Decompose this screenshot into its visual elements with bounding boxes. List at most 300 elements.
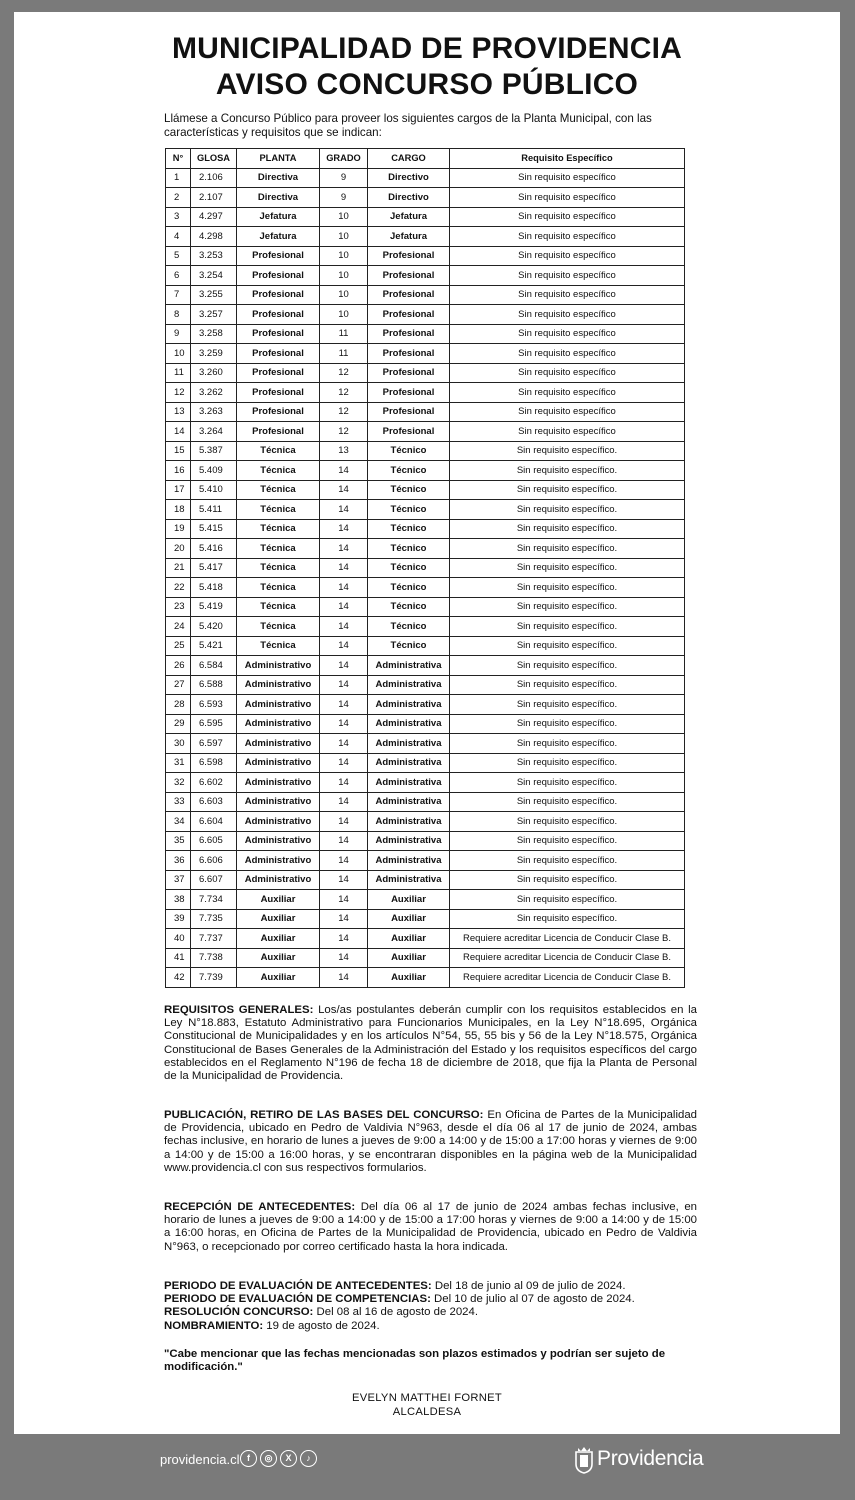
row-grado: 14	[320, 851, 368, 871]
periodo-antecedentes	[164, 1280, 697, 1293]
row-requisito: Sin requisito específico.	[450, 558, 685, 578]
table-row	[166, 909, 685, 929]
table-row	[166, 285, 685, 305]
table-row	[166, 500, 685, 520]
table-row	[166, 851, 685, 871]
requisitos-paragraph	[164, 1004, 697, 1083]
row-cargo: Profesional	[368, 285, 450, 305]
table-row	[166, 734, 685, 754]
row-cargo: Auxiliar	[368, 968, 450, 988]
periodo-ant-text: Del 18 de junio al 09 de julio de 2024.	[431, 1280, 626, 1292]
row-cargo: Profesional	[368, 324, 450, 344]
row-cargo: Técnico	[368, 500, 450, 520]
row-planta: Técnica	[237, 617, 320, 637]
row-glosa: 2.107	[191, 188, 237, 208]
periodo-comp-text: Del 10 de julio al 07 de agosto de 2024.	[430, 1293, 635, 1306]
table-row	[166, 480, 685, 500]
col-header-cargo: CARGO	[368, 149, 450, 169]
row-glosa: 5.415	[191, 519, 237, 539]
row-grado: 14	[320, 968, 368, 988]
row-grado: 14	[320, 695, 368, 715]
table-row	[166, 695, 685, 715]
row-planta: Directiva	[237, 188, 320, 208]
row-requisito: Sin requisito específico.	[450, 539, 685, 559]
requisitos-text: Los/as postulantes deberán cumplir con los requisitos establecidos en la Ley N°18.883, Estatuto Administrativo para Funcionarios Municipales, en la Ley N°18.695, Orgánica Constitucional de Municipalidades y en los artículos N°54, 55, 55 bis y 56 de la Ley N°18.575, Orgánica Constitucional de Bases Generales de la Administración del Estado y los requisitos específicos del cargo establecidos en el Reglamento N°196 de fecha 18 de diciembre de 2018, que fija la Planta de Personal de la Municipalidad de Providencia.	[164, 1004, 698, 1083]
row-number: 21	[166, 558, 191, 578]
table-row	[166, 578, 685, 598]
row-grado: 10	[320, 305, 368, 325]
row-planta: Profesional	[237, 324, 320, 344]
table-row	[166, 968, 685, 988]
resolucion-text: Del 08 al 16 de agosto de 2024.	[313, 1306, 479, 1319]
row-planta: Auxiliar	[237, 968, 320, 988]
row-grado: 9	[320, 188, 368, 208]
table-row	[166, 363, 685, 383]
row-number: 32	[166, 773, 191, 793]
row-grado: 14	[320, 929, 368, 949]
row-cargo: Profesional	[368, 344, 450, 364]
disclaimer-note: "Cabe mencionar que las fechas mencionadas son plazos estimados y podrían ser sujeto de modificación."	[164, 1348, 666, 1374]
row-requisito: Sin requisito específico	[450, 344, 685, 364]
row-requisito: Sin requisito específico	[450, 168, 685, 188]
row-glosa: 5.418	[191, 578, 237, 598]
table-header-row	[166, 149, 685, 169]
table-row	[166, 870, 685, 890]
resolucion-concurso	[164, 1306, 697, 1319]
row-planta: Profesional	[237, 363, 320, 383]
col-header-requisito: Requisito Específico	[450, 149, 685, 169]
row-grado: 14	[320, 831, 368, 851]
table-row	[166, 519, 685, 539]
row-number: 36	[166, 851, 191, 871]
signature-name: EVELYN MATTHEI FORNET	[351, 1392, 503, 1404]
row-number: 2	[166, 188, 191, 208]
row-glosa: 7.735	[191, 909, 237, 929]
row-grado: 14	[320, 714, 368, 734]
row-planta: Administrativo	[237, 773, 320, 793]
row-glosa: 2.106	[191, 168, 237, 188]
x-twitter-icon[interactable]: X	[280, 1450, 297, 1467]
resolucion-label: RESOLUCIÓN CONCURSO:	[164, 1306, 314, 1319]
row-grado: 14	[320, 519, 368, 539]
row-glosa: 7.734	[191, 890, 237, 910]
table-row	[166, 831, 685, 851]
row-requisito: Sin requisito específico.	[450, 890, 685, 910]
row-number: 31	[166, 753, 191, 773]
row-planta: Administrativo	[237, 695, 320, 715]
row-requisito: Sin requisito específico.	[450, 461, 685, 481]
row-glosa: 6.602	[191, 773, 237, 793]
table-row	[166, 597, 685, 617]
row-planta: Profesional	[237, 402, 320, 422]
row-planta: Técnica	[237, 480, 320, 500]
nombramiento-label: NOMBRAMIENTO:	[164, 1319, 264, 1332]
recepcion-paragraph	[164, 1201, 697, 1254]
row-number: 27	[166, 675, 191, 695]
row-planta: Técnica	[237, 461, 320, 481]
row-grado: 14	[320, 909, 368, 929]
row-requisito: Sin requisito específico	[450, 402, 685, 422]
row-requisito: Sin requisito específico.	[450, 480, 685, 500]
row-cargo: Jefatura	[368, 207, 450, 227]
row-grado: 14	[320, 948, 368, 968]
page-subtitle: AVISO CONCURSO PÚBLICO	[215, 68, 639, 101]
row-glosa: 5.420	[191, 617, 237, 637]
table-row	[166, 168, 685, 188]
table-row	[166, 948, 685, 968]
row-glosa: 6.598	[191, 753, 237, 773]
row-grado: 10	[320, 227, 368, 247]
row-requisito: Sin requisito específico.	[450, 617, 685, 637]
row-glosa: 5.409	[191, 461, 237, 481]
row-planta: Administrativo	[237, 656, 320, 676]
table-row	[166, 558, 685, 578]
row-cargo: Técnico	[368, 441, 450, 461]
row-planta: Administrativo	[237, 851, 320, 871]
row-grado: 14	[320, 675, 368, 695]
row-cargo: Administrativa	[368, 870, 450, 890]
tiktok-icon[interactable]: ♪	[300, 1450, 317, 1467]
row-glosa: 5.411	[191, 500, 237, 520]
row-glosa: 5.421	[191, 636, 237, 656]
row-number: 41	[166, 948, 191, 968]
row-planta: Técnica	[237, 578, 320, 598]
table-row	[166, 305, 685, 325]
row-glosa: 6.607	[191, 870, 237, 890]
row-number: 28	[166, 695, 191, 715]
row-number: 22	[166, 578, 191, 598]
facebook-icon[interactable]: f	[240, 1450, 257, 1467]
row-grado: 14	[320, 890, 368, 910]
row-glosa: 6.593	[191, 695, 237, 715]
row-number: 30	[166, 734, 191, 754]
periodo-ant-label: PERIODO DE EVALUACIÓN DE ANTECEDENTES:	[164, 1280, 432, 1292]
row-requisito: Sin requisito específico.	[450, 714, 685, 734]
table-row	[166, 929, 685, 949]
row-grado: 14	[320, 656, 368, 676]
publicacion-paragraph	[164, 1109, 697, 1175]
row-number: 35	[166, 831, 191, 851]
row-cargo: Profesional	[368, 363, 450, 383]
col-header-planta: PLANTA	[237, 149, 320, 169]
col-header-n: N°	[166, 149, 191, 169]
instagram-icon[interactable]: ◎	[260, 1450, 277, 1467]
table-row	[166, 890, 685, 910]
row-cargo: Auxiliar	[368, 929, 450, 949]
row-grado: 12	[320, 363, 368, 383]
row-cargo: Profesional	[368, 246, 450, 266]
row-cargo: Técnico	[368, 636, 450, 656]
website-link[interactable]: providencia.cl	[160, 1452, 240, 1467]
row-grado: 14	[320, 480, 368, 500]
row-grado: 14	[320, 578, 368, 598]
table-row	[166, 539, 685, 559]
row-cargo: Profesional	[368, 305, 450, 325]
row-planta: Profesional	[237, 422, 320, 442]
row-planta: Administrativo	[237, 792, 320, 812]
intro-text: Llámese a Concurso Público para proveer los siguientes cargos de la Planta Municipal, con las características y requisitos que se indican:	[164, 112, 652, 139]
col-header-grado: GRADO	[320, 149, 368, 169]
row-grado: 11	[320, 324, 368, 344]
table-row	[166, 773, 685, 793]
row-cargo: Técnico	[368, 539, 450, 559]
row-glosa: 5.419	[191, 597, 237, 617]
row-cargo: Técnico	[368, 578, 450, 598]
row-grado: 12	[320, 402, 368, 422]
row-grado: 13	[320, 441, 368, 461]
row-requisito: Sin requisito específico.	[450, 909, 685, 929]
row-glosa: 3.262	[191, 383, 237, 403]
row-grado: 14	[320, 792, 368, 812]
row-planta: Técnica	[237, 539, 320, 559]
row-requisito: Sin requisito específico.	[450, 870, 685, 890]
table-row	[166, 441, 685, 461]
col-header-glosa: GLOSA	[191, 149, 237, 169]
row-planta: Técnica	[237, 441, 320, 461]
row-number: 16	[166, 461, 191, 481]
row-number: 38	[166, 890, 191, 910]
row-glosa: 6.605	[191, 831, 237, 851]
publicacion-label: PUBLICACIÓN, RETIRO DE LAS BASES DEL CONCURSO:	[164, 1109, 484, 1121]
row-requisito: Sin requisito específico.	[450, 851, 685, 871]
row-cargo: Auxiliar	[368, 909, 450, 929]
row-planta: Directiva	[237, 168, 320, 188]
row-cargo: Administrativa	[368, 812, 450, 832]
row-number: 19	[166, 519, 191, 539]
row-number: 39	[166, 909, 191, 929]
periodo-comp-label: PERIODO DE EVALUACIÓN DE COMPETENCIAS:	[164, 1293, 431, 1306]
table-row	[166, 188, 685, 208]
table-row	[166, 422, 685, 442]
table-row	[166, 207, 685, 227]
brand-name: Providencia	[597, 1447, 704, 1470]
page-title: MUNICIPALIDAD DE PROVIDENCIA	[171, 32, 683, 65]
row-planta: Profesional	[237, 305, 320, 325]
row-requisito: Sin requisito específico.	[450, 675, 685, 695]
row-requisito: Requiere acreditar Licencia de Conducir Clase B.	[450, 948, 685, 968]
row-number: 40	[166, 929, 191, 949]
row-requisito: Sin requisito específico	[450, 383, 685, 403]
row-number: 3	[166, 207, 191, 227]
row-cargo: Directivo	[368, 188, 450, 208]
row-requisito: Sin requisito específico	[450, 305, 685, 325]
row-cargo: Administrativa	[368, 851, 450, 871]
row-grado: 10	[320, 207, 368, 227]
row-planta: Administrativo	[237, 812, 320, 832]
row-glosa: 3.260	[191, 363, 237, 383]
row-cargo: Profesional	[368, 402, 450, 422]
row-cargo: Administrativa	[368, 734, 450, 754]
row-grado: 14	[320, 539, 368, 559]
row-number: 4	[166, 227, 191, 247]
row-grado: 14	[320, 617, 368, 637]
row-glosa: 3.257	[191, 305, 237, 325]
table-row	[166, 792, 685, 812]
row-requisito: Sin requisito específico	[450, 324, 685, 344]
row-grado: 11	[320, 344, 368, 364]
row-number: 14	[166, 422, 191, 442]
row-requisito: Sin requisito específico.	[450, 792, 685, 812]
row-grado: 14	[320, 753, 368, 773]
row-number: 25	[166, 636, 191, 656]
crest-icon	[574, 1444, 594, 1474]
row-glosa: 5.417	[191, 558, 237, 578]
row-glosa: 3.258	[191, 324, 237, 344]
dates-block	[164, 1280, 697, 1333]
row-glosa: 4.298	[191, 227, 237, 247]
row-requisito: Sin requisito específico.	[450, 597, 685, 617]
row-glosa: 7.737	[191, 929, 237, 949]
row-cargo: Técnico	[368, 461, 450, 481]
row-glosa: 6.597	[191, 734, 237, 754]
row-number: 11	[166, 363, 191, 383]
row-cargo: Auxiliar	[368, 948, 450, 968]
row-glosa: 5.416	[191, 539, 237, 559]
row-number: 17	[166, 480, 191, 500]
row-number: 12	[166, 383, 191, 403]
row-number: 42	[166, 968, 191, 988]
row-glosa: 6.595	[191, 714, 237, 734]
requisitos-label: REQUISITOS GENERALES:	[164, 1004, 314, 1016]
recepcion-label: RECEPCIÓN DE ANTECEDENTES:	[164, 1201, 356, 1213]
row-planta: Auxiliar	[237, 909, 320, 929]
row-planta: Profesional	[237, 383, 320, 403]
periodo-competencias	[164, 1293, 697, 1306]
row-cargo: Administrativa	[368, 753, 450, 773]
row-cargo: Administrativa	[368, 792, 450, 812]
social-icons	[240, 1450, 317, 1467]
row-requisito: Requiere acreditar Licencia de Conducir Clase B.	[450, 929, 685, 949]
row-requisito: Sin requisito específico.	[450, 773, 685, 793]
row-glosa: 3.255	[191, 285, 237, 305]
row-glosa: 5.387	[191, 441, 237, 461]
row-requisito: Sin requisito específico.	[450, 636, 685, 656]
row-planta: Administrativo	[237, 831, 320, 851]
row-requisito: Sin requisito específico	[450, 188, 685, 208]
row-glosa: 6.604	[191, 812, 237, 832]
row-number: 8	[166, 305, 191, 325]
row-number: 5	[166, 246, 191, 266]
row-requisito: Sin requisito específico.	[450, 734, 685, 754]
row-planta: Técnica	[237, 500, 320, 520]
row-grado: 12	[320, 383, 368, 403]
row-number: 15	[166, 441, 191, 461]
row-number: 7	[166, 285, 191, 305]
row-requisito: Sin requisito específico	[450, 227, 685, 247]
row-cargo: Jefatura	[368, 227, 450, 247]
table-row	[166, 324, 685, 344]
row-cargo: Profesional	[368, 266, 450, 286]
row-requisito: Sin requisito específico.	[450, 831, 685, 851]
signature-role: ALCALDESA	[392, 1406, 462, 1418]
row-planta: Administrativo	[237, 870, 320, 890]
table-row	[166, 383, 685, 403]
row-requisito: Sin requisito específico.	[450, 656, 685, 676]
row-cargo: Administrativa	[368, 831, 450, 851]
row-planta: Jefatura	[237, 207, 320, 227]
table-row	[166, 246, 685, 266]
row-grado: 14	[320, 636, 368, 656]
row-number: 26	[166, 656, 191, 676]
row-planta: Profesional	[237, 246, 320, 266]
row-number: 1	[166, 168, 191, 188]
row-grado: 14	[320, 500, 368, 520]
row-number: 29	[166, 714, 191, 734]
providencia-logo	[574, 1444, 703, 1474]
row-grado: 10	[320, 266, 368, 286]
table-row	[166, 812, 685, 832]
table-row	[166, 617, 685, 637]
table-row	[166, 636, 685, 656]
row-glosa: 3.254	[191, 266, 237, 286]
row-glosa: 6.588	[191, 675, 237, 695]
row-planta: Administrativo	[237, 753, 320, 773]
row-cargo: Administrativa	[368, 656, 450, 676]
row-glosa: 3.264	[191, 422, 237, 442]
row-cargo: Directivo	[368, 168, 450, 188]
table-row	[166, 675, 685, 695]
row-cargo: Técnico	[368, 617, 450, 637]
row-number: 23	[166, 597, 191, 617]
row-requisito: Sin requisito específico.	[450, 519, 685, 539]
table-row	[166, 753, 685, 773]
row-cargo: Técnico	[368, 558, 450, 578]
row-glosa: 4.297	[191, 207, 237, 227]
row-number: 24	[166, 617, 191, 637]
row-requisito: Sin requisito específico.	[450, 812, 685, 832]
row-number: 18	[166, 500, 191, 520]
row-glosa: 5.410	[191, 480, 237, 500]
row-cargo: Profesional	[368, 422, 450, 442]
row-requisito: Sin requisito específico.	[450, 441, 685, 461]
nombramiento-text: 19 de agosto de 2024.	[263, 1319, 380, 1332]
table-row	[166, 714, 685, 734]
row-cargo: Administrativa	[368, 695, 450, 715]
table-row	[166, 461, 685, 481]
table-row	[166, 656, 685, 676]
publicacion-text: En Oficina de Partes de la Municipalidad de Providencia, ubicado en Pedro de Valdivia N°963, desde el día 06 al 17 de junio de 2024, ambas fechas inclusive, en horario de lunes a jueves de 9:00 a 14:00 y de 15:00 a 17:00 horas y viernes de 9:00 a 14:00 y de 15:00 a 16:00 horas, y se encontraran disponibles en la página web de la Municipalidad www.providencia.cl con sus respectivos formularios.	[164, 1109, 697, 1174]
row-glosa: 3.259	[191, 344, 237, 364]
row-cargo: Administrativa	[368, 773, 450, 793]
table-row	[166, 227, 685, 247]
row-requisito: Sin requisito específico	[450, 363, 685, 383]
row-requisito: Sin requisito específico	[450, 207, 685, 227]
row-cargo: Técnico	[368, 480, 450, 500]
row-glosa: 6.584	[191, 656, 237, 676]
row-cargo: Auxiliar	[368, 890, 450, 910]
row-glosa: 7.738	[191, 948, 237, 968]
table-row	[166, 402, 685, 422]
row-number: 9	[166, 324, 191, 344]
row-requisito: Sin requisito específico.	[450, 753, 685, 773]
row-number: 20	[166, 539, 191, 559]
row-number: 6	[166, 266, 191, 286]
row-cargo: Técnico	[368, 597, 450, 617]
row-planta: Técnica	[237, 597, 320, 617]
row-grado: 14	[320, 870, 368, 890]
nombramiento	[164, 1320, 697, 1333]
row-planta: Técnica	[237, 636, 320, 656]
row-number: 10	[166, 344, 191, 364]
row-planta: Auxiliar	[237, 890, 320, 910]
notice-sheet	[14, 12, 840, 1434]
row-glosa: 6.606	[191, 851, 237, 871]
row-number: 34	[166, 812, 191, 832]
footer-bar	[0, 1436, 855, 1500]
row-planta: Profesional	[237, 266, 320, 286]
row-glosa: 3.253	[191, 246, 237, 266]
row-requisito: Sin requisito específico.	[450, 500, 685, 520]
